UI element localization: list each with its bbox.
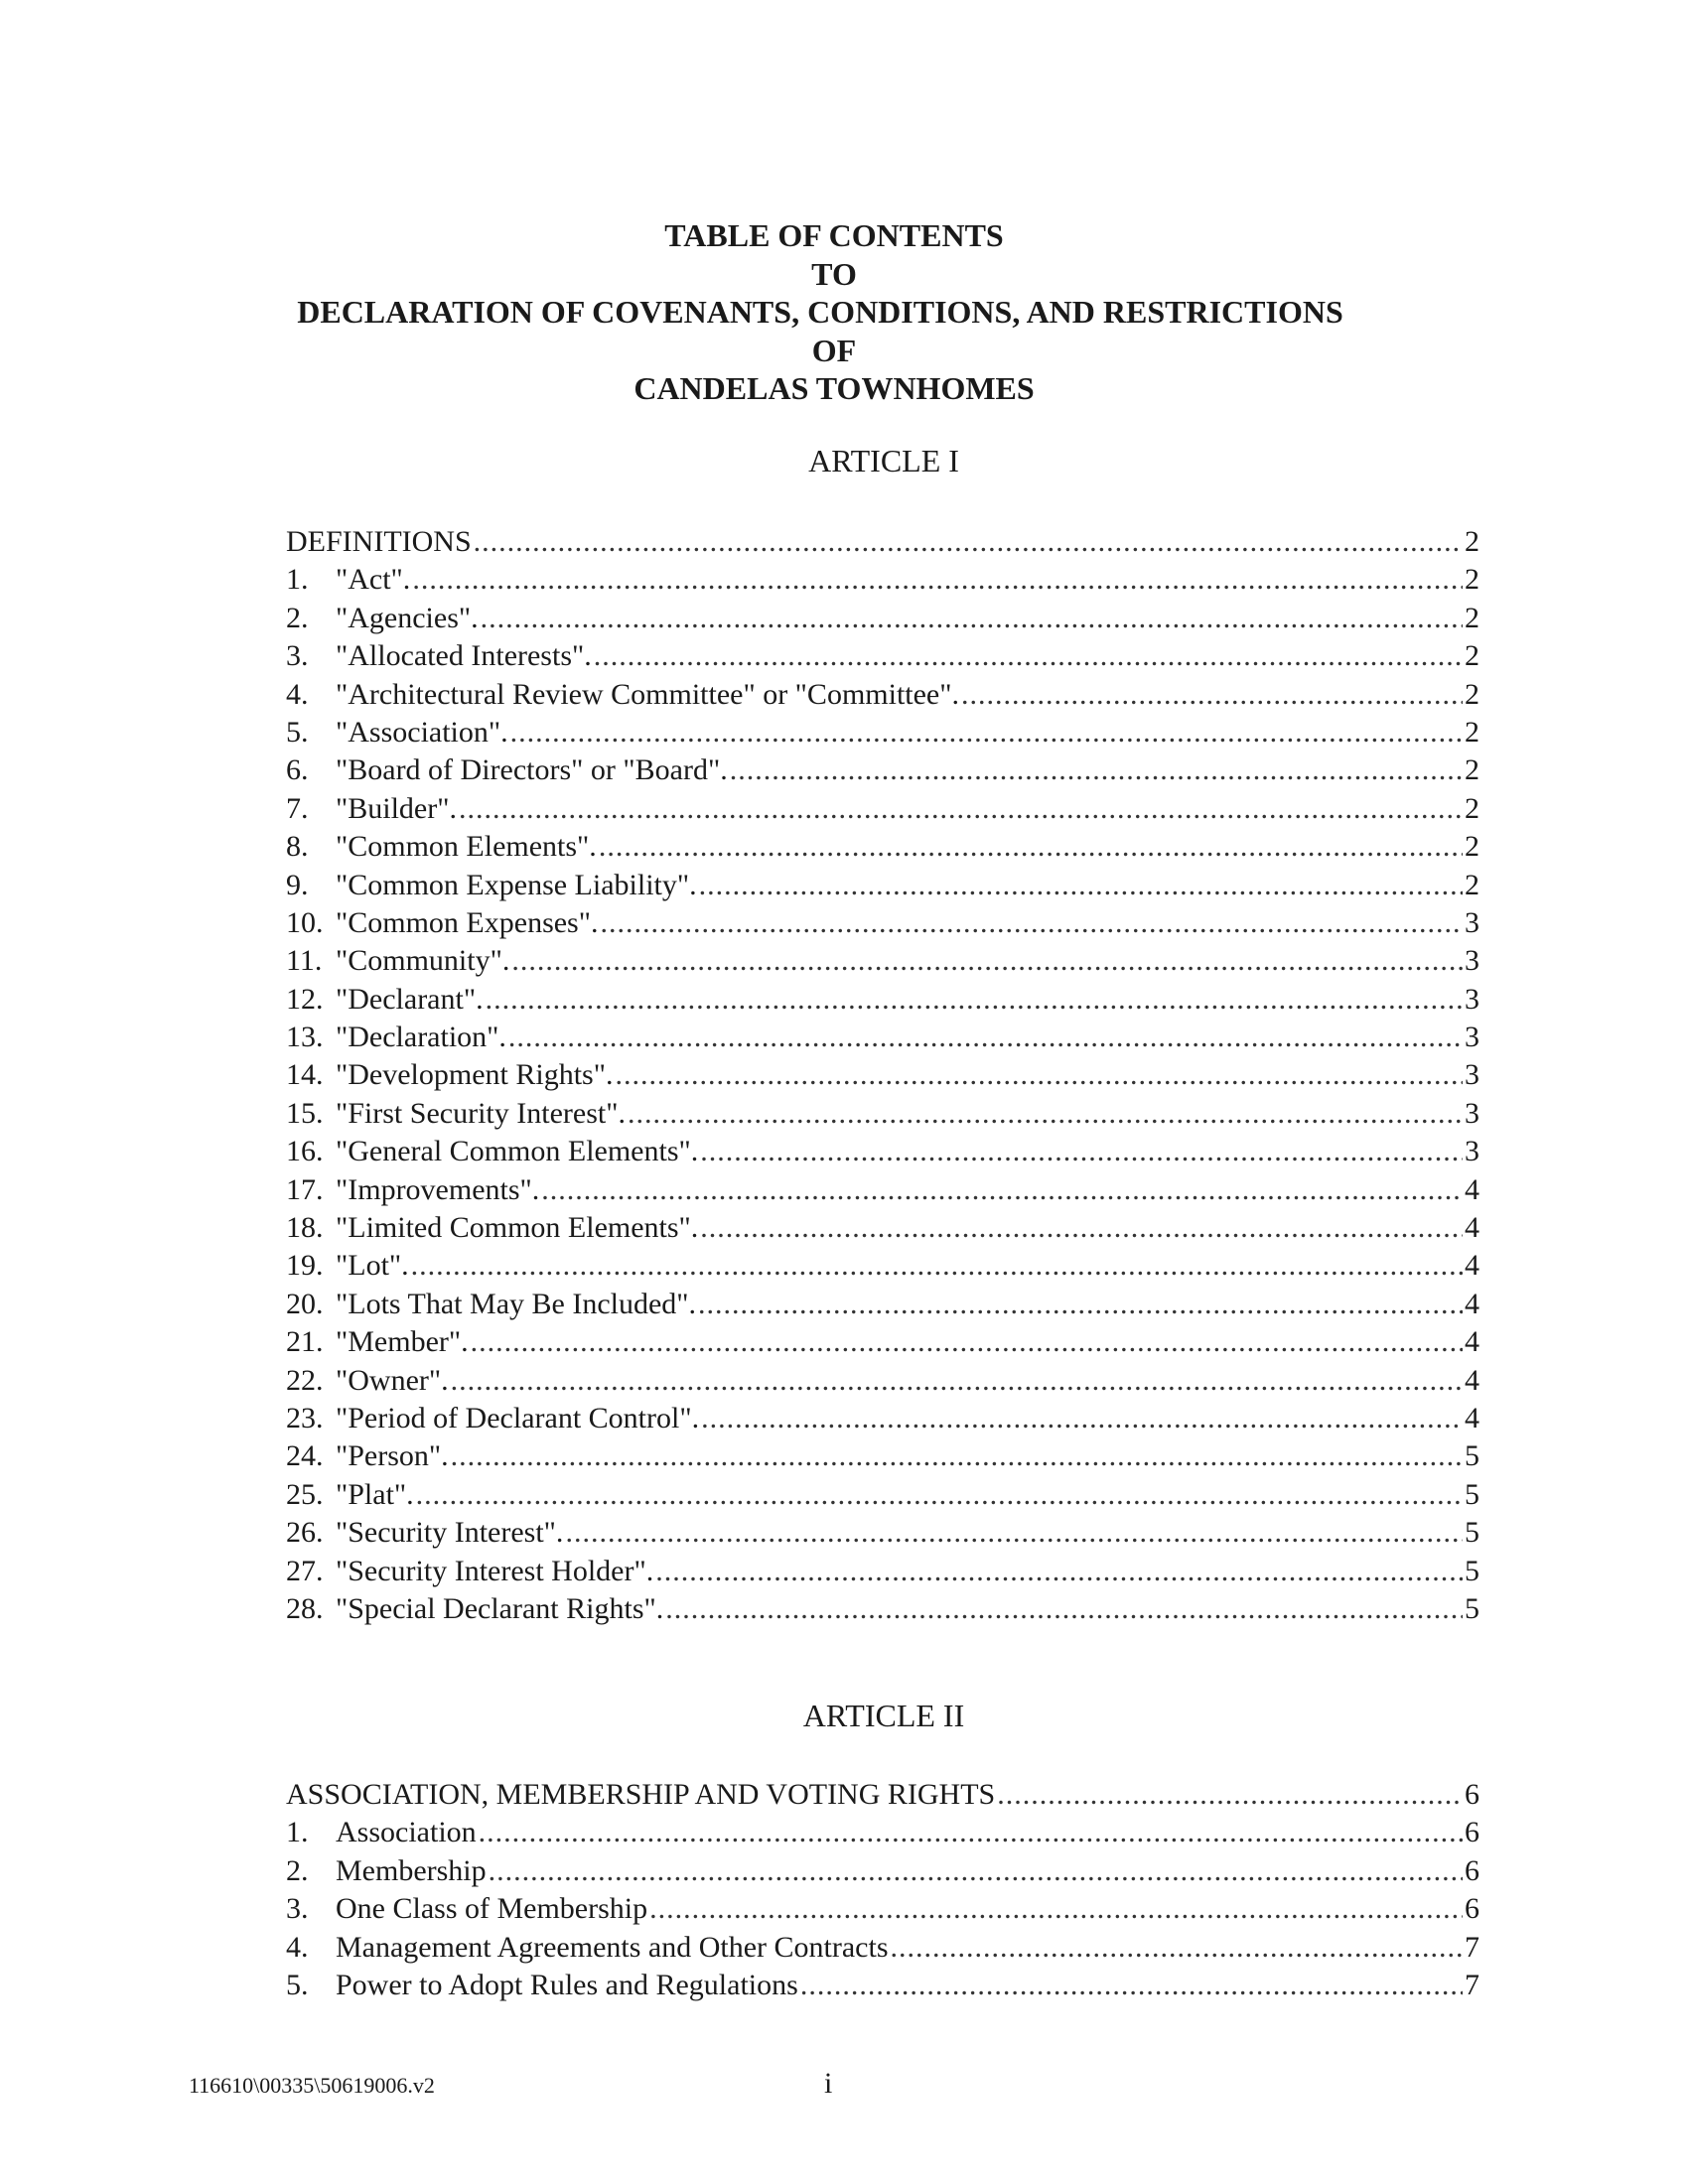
toc-entry-page: 5 bbox=[1465, 1516, 1479, 1550]
toc-entry-row bbox=[286, 1247, 1479, 1285]
toc-entry-row bbox=[286, 867, 1479, 904]
toc-entry-page: 4 bbox=[1465, 1249, 1479, 1283]
toc-entry-row bbox=[286, 751, 1479, 789]
toc-entry-row bbox=[286, 637, 1479, 675]
toc-entry-label: Management Agreements and Other Contracts bbox=[336, 1930, 889, 1964]
toc-entry-page: 5 bbox=[1465, 1477, 1479, 1511]
toc-entry-row bbox=[286, 1437, 1479, 1475]
toc-dot-leader bbox=[961, 676, 1463, 714]
toc-dot-leader bbox=[665, 1590, 1463, 1628]
toc-dot-leader bbox=[459, 790, 1463, 828]
toc-dot-leader bbox=[565, 1514, 1463, 1552]
toc-dot-leader bbox=[701, 1400, 1463, 1437]
toc-entry-page: 2 bbox=[1465, 601, 1479, 634]
toc-entry-number: 13. bbox=[286, 1021, 324, 1054]
toc-entry-page: 2 bbox=[1465, 563, 1479, 597]
toc-entry-page: 6 bbox=[1465, 1892, 1479, 1926]
toc-entry-label: "Agencies". bbox=[336, 601, 479, 634]
toc-entry-row bbox=[286, 1590, 1479, 1628]
toc-entry-row bbox=[286, 561, 1479, 599]
toc-entry-label: "General Common Elements". bbox=[336, 1135, 699, 1168]
toc-entry-number: 2. bbox=[286, 601, 309, 634]
toc-entry-page: 6 bbox=[1465, 1816, 1479, 1849]
toc-dot-leader bbox=[541, 1171, 1463, 1209]
toc-entry-number: 3. bbox=[286, 1892, 309, 1926]
toc-dot-leader bbox=[699, 867, 1463, 904]
title-line-2: TO bbox=[811, 255, 857, 292]
toc-entry-number: 26. bbox=[286, 1516, 324, 1550]
toc-entry-label: "Architectural Review Committee" or "Committee". bbox=[336, 677, 959, 711]
document-title bbox=[0, 216, 1688, 408]
toc-entry-number: 24. bbox=[286, 1439, 324, 1473]
toc-dot-leader bbox=[412, 561, 1463, 599]
toc-entry-page: 2 bbox=[1465, 868, 1479, 901]
toc-entry-number: 18. bbox=[286, 1211, 324, 1245]
toc-dot-leader bbox=[891, 1929, 1464, 1967]
toc-entry-page: 4 bbox=[1465, 1211, 1479, 1245]
toc-dot-leader bbox=[479, 1814, 1463, 1851]
toc-entry-label: "Period of Declarant Control". bbox=[336, 1401, 700, 1434]
toc-entry-number: 1. bbox=[286, 563, 309, 597]
toc-entry-label: "Security Interest Holder". bbox=[336, 1554, 654, 1587]
toc-entry-label: "First Security Interest". bbox=[336, 1096, 626, 1130]
toc-dot-leader bbox=[700, 1209, 1463, 1247]
toc-entry-page: 3 bbox=[1465, 944, 1479, 978]
toc-entry-label: "Allocated Interests". bbox=[336, 639, 592, 673]
toc-dot-leader bbox=[489, 1852, 1463, 1890]
toc-entry-number: 2. bbox=[286, 1853, 309, 1887]
toc-entry-row bbox=[286, 676, 1479, 714]
document-id: 116610\00335\50619006.v2 bbox=[189, 2073, 435, 2098]
toc-dot-leader bbox=[486, 981, 1463, 1019]
toc-dot-leader bbox=[481, 600, 1463, 637]
toc-entry-page: 2 bbox=[1465, 639, 1479, 673]
toc-entry-row bbox=[286, 1400, 1479, 1437]
toc-dot-leader bbox=[730, 751, 1463, 789]
toc-entry-label: Membership bbox=[336, 1853, 487, 1887]
toc-entry-label: "Lots That May Be Included". bbox=[336, 1287, 697, 1320]
toc-entry-number: 11. bbox=[286, 944, 323, 978]
article-1-heading: ARTICLE I bbox=[808, 443, 959, 478]
toc-entry-label: "Security Interest". bbox=[336, 1516, 564, 1550]
toc-entry-row bbox=[286, 1476, 1479, 1514]
toc-entry-label: "Member". bbox=[336, 1325, 469, 1359]
toc-section-title-row bbox=[286, 1776, 1479, 1814]
toc-entry-number: 19. bbox=[286, 1249, 324, 1283]
toc-entry-number: 6. bbox=[286, 753, 309, 787]
toc-entry-row bbox=[286, 714, 1479, 751]
toc-entry-label: "Common Expense Liability". bbox=[336, 868, 697, 901]
toc-entry-number: 25. bbox=[286, 1477, 324, 1511]
toc-entry-number: 14. bbox=[286, 1058, 324, 1092]
toc-entry-label: "Declarant". bbox=[336, 982, 484, 1016]
toc-entry-row bbox=[286, 1929, 1479, 1967]
title-line-5: CANDELAS TOWNHOMES bbox=[633, 370, 1035, 406]
toc-entry-page: 2 bbox=[1465, 753, 1479, 787]
toc-entry-label: One Class of Membership bbox=[336, 1892, 648, 1926]
toc-entry-row bbox=[286, 828, 1479, 866]
toc-dot-leader bbox=[800, 1967, 1463, 2004]
toc-entry-label: "Common Expenses". bbox=[336, 905, 599, 939]
toc-entry-label: "Association". bbox=[336, 715, 508, 749]
toc-entry-page: 3 bbox=[1465, 1096, 1479, 1130]
toc-entry-page: 5 bbox=[1465, 1554, 1479, 1587]
toc-dot-leader bbox=[511, 942, 1463, 980]
toc-dot-leader bbox=[411, 1247, 1463, 1285]
toc-entry-number: 9. bbox=[286, 868, 309, 901]
title-line-1: TABLE OF CONTENTS bbox=[664, 217, 1004, 253]
toc-entry-page: 5 bbox=[1465, 1591, 1479, 1625]
toc-entry-row bbox=[286, 1553, 1479, 1590]
toc-entry-row bbox=[286, 1095, 1479, 1133]
toc-entry-page: 4 bbox=[1465, 1287, 1479, 1320]
toc-entry-row bbox=[286, 1286, 1479, 1323]
toc-entry-label: Association bbox=[336, 1816, 477, 1849]
toc-dot-leader bbox=[655, 1553, 1463, 1590]
toc-entry-page: 2 bbox=[1465, 830, 1479, 864]
toc-entry-row bbox=[286, 1056, 1479, 1094]
toc-entry-number: 15. bbox=[286, 1096, 324, 1130]
title-line-4: OF bbox=[811, 332, 857, 368]
toc-entry-number: 16. bbox=[286, 1135, 324, 1168]
toc-entry-label: "Improvements". bbox=[336, 1172, 540, 1206]
toc-entry-page: 7 bbox=[1465, 1930, 1479, 1964]
toc-entry-page: 2 bbox=[1465, 525, 1479, 558]
toc-entry-number: 7. bbox=[286, 791, 309, 825]
toc-entry-row bbox=[286, 600, 1479, 637]
toc-entry-number: 27. bbox=[286, 1554, 324, 1587]
toc-entry-row bbox=[286, 790, 1479, 828]
toc-dot-leader bbox=[997, 1776, 1463, 1814]
toc-entry-label: "Board of Directors" or "Board". bbox=[336, 753, 728, 787]
article-1-toc bbox=[286, 523, 1479, 1628]
toc-entry-number: 23. bbox=[286, 1401, 324, 1434]
toc-entry-page: 4 bbox=[1465, 1172, 1479, 1206]
toc-entry-row bbox=[286, 1852, 1479, 1890]
toc-entry-page: 3 bbox=[1465, 982, 1479, 1016]
toc-entry-number: 3. bbox=[286, 639, 309, 673]
toc-entry-page: 3 bbox=[1465, 905, 1479, 939]
toc-dot-leader bbox=[471, 1323, 1463, 1361]
toc-entry-row bbox=[286, 1814, 1479, 1851]
toc-entry-number: 5. bbox=[286, 715, 309, 749]
toc-entry-page: 2 bbox=[1465, 677, 1479, 711]
toc-entry-number: 20. bbox=[286, 1287, 324, 1320]
toc-entry-number: 21. bbox=[286, 1325, 324, 1359]
toc-entry-number: 5. bbox=[286, 1968, 309, 2001]
toc-dot-leader bbox=[599, 828, 1463, 866]
toc-dot-leader bbox=[628, 1095, 1463, 1133]
toc-dot-leader bbox=[700, 1133, 1463, 1170]
toc-entry-number: 8. bbox=[286, 830, 309, 864]
toc-entry-page: 4 bbox=[1465, 1325, 1479, 1359]
toc-entry-row bbox=[286, 1967, 1479, 2004]
toc-entry-label: "Lot". bbox=[336, 1249, 409, 1283]
toc-entry-row bbox=[286, 942, 1479, 980]
toc-entry-row bbox=[286, 904, 1479, 942]
toc-entry-row bbox=[286, 1890, 1479, 1928]
toc-entry-number: 17. bbox=[286, 1172, 324, 1206]
toc-dot-leader bbox=[474, 523, 1463, 561]
toc-dot-leader bbox=[615, 1056, 1463, 1094]
toc-entry-label: "Owner". bbox=[336, 1363, 449, 1397]
toc-entry-page: 2 bbox=[1465, 791, 1479, 825]
toc-dot-leader bbox=[600, 904, 1463, 942]
toc-entry-number: 4. bbox=[286, 1930, 309, 1964]
toc-entry-label: ASSOCIATION, MEMBERSHIP AND VOTING RIGHTS bbox=[286, 1778, 996, 1811]
toc-entry-row bbox=[286, 1323, 1479, 1361]
toc-entry-page: 2 bbox=[1465, 715, 1479, 749]
toc-entry-page: 4 bbox=[1465, 1363, 1479, 1397]
toc-entry-page: 4 bbox=[1465, 1401, 1479, 1434]
toc-entry-label: Power to Adopt Rules and Regulations bbox=[336, 1968, 798, 2001]
toc-entry-page: 6 bbox=[1465, 1778, 1479, 1811]
toc-entry-row bbox=[286, 1514, 1479, 1552]
toc-entry-page: 7 bbox=[1465, 1968, 1479, 2001]
toc-entry-label: "Common Elements". bbox=[336, 830, 597, 864]
toc-entry-label: "Development Rights". bbox=[336, 1058, 614, 1092]
toc-entry-row bbox=[286, 1019, 1479, 1056]
title-line-3: DECLARATION OF COVENANTS, CONDITIONS, AND RESTRICTIONS bbox=[297, 294, 1343, 330]
toc-entry-row bbox=[286, 1209, 1479, 1247]
toc-dot-leader bbox=[451, 1437, 1463, 1475]
page-number: i bbox=[824, 2067, 833, 2100]
toc-entry-label: "Declaration". bbox=[336, 1021, 506, 1054]
toc-entry-row bbox=[286, 981, 1479, 1019]
toc-entry-label: DEFINITIONS bbox=[286, 525, 472, 558]
toc-entry-page: 3 bbox=[1465, 1021, 1479, 1054]
toc-entry-number: 4. bbox=[286, 677, 309, 711]
toc-dot-leader bbox=[416, 1476, 1463, 1514]
toc-entry-page: 5 bbox=[1465, 1439, 1479, 1473]
toc-dot-leader bbox=[508, 1019, 1463, 1056]
toc-entry-page: 6 bbox=[1465, 1853, 1479, 1887]
toc-entry-label: "Plat". bbox=[336, 1477, 414, 1511]
toc-entry-label: "Limited Common Elements". bbox=[336, 1211, 699, 1245]
toc-entry-row bbox=[286, 1133, 1479, 1170]
toc-entry-number: 12. bbox=[286, 982, 324, 1016]
toc-dot-leader bbox=[451, 1362, 1463, 1400]
toc-entry-row bbox=[286, 1171, 1479, 1209]
toc-entry-page: 3 bbox=[1465, 1135, 1479, 1168]
toc-entry-label: "Builder". bbox=[336, 791, 457, 825]
article-2-toc bbox=[286, 1776, 1479, 2004]
toc-entry-number: 22. bbox=[286, 1363, 324, 1397]
toc-entry-label: "Special Declarant Rights". bbox=[336, 1591, 664, 1625]
toc-entry-number: 1. bbox=[286, 1816, 309, 1849]
toc-entry-number: 10. bbox=[286, 905, 324, 939]
toc-entry-row bbox=[286, 1362, 1479, 1400]
toc-section-title-row bbox=[286, 523, 1479, 561]
toc-entry-label: "Community". bbox=[336, 944, 510, 978]
toc-entry-page: 3 bbox=[1465, 1058, 1479, 1092]
toc-dot-leader bbox=[594, 637, 1463, 675]
toc-entry-label: "Person". bbox=[336, 1439, 449, 1473]
toc-entry-number: 28. bbox=[286, 1591, 324, 1625]
toc-dot-leader bbox=[510, 714, 1463, 751]
toc-dot-leader bbox=[698, 1286, 1463, 1323]
toc-entry-label: "Act". bbox=[336, 563, 411, 597]
toc-dot-leader bbox=[649, 1890, 1463, 1928]
article-2-heading: ARTICLE II bbox=[802, 1698, 965, 1733]
